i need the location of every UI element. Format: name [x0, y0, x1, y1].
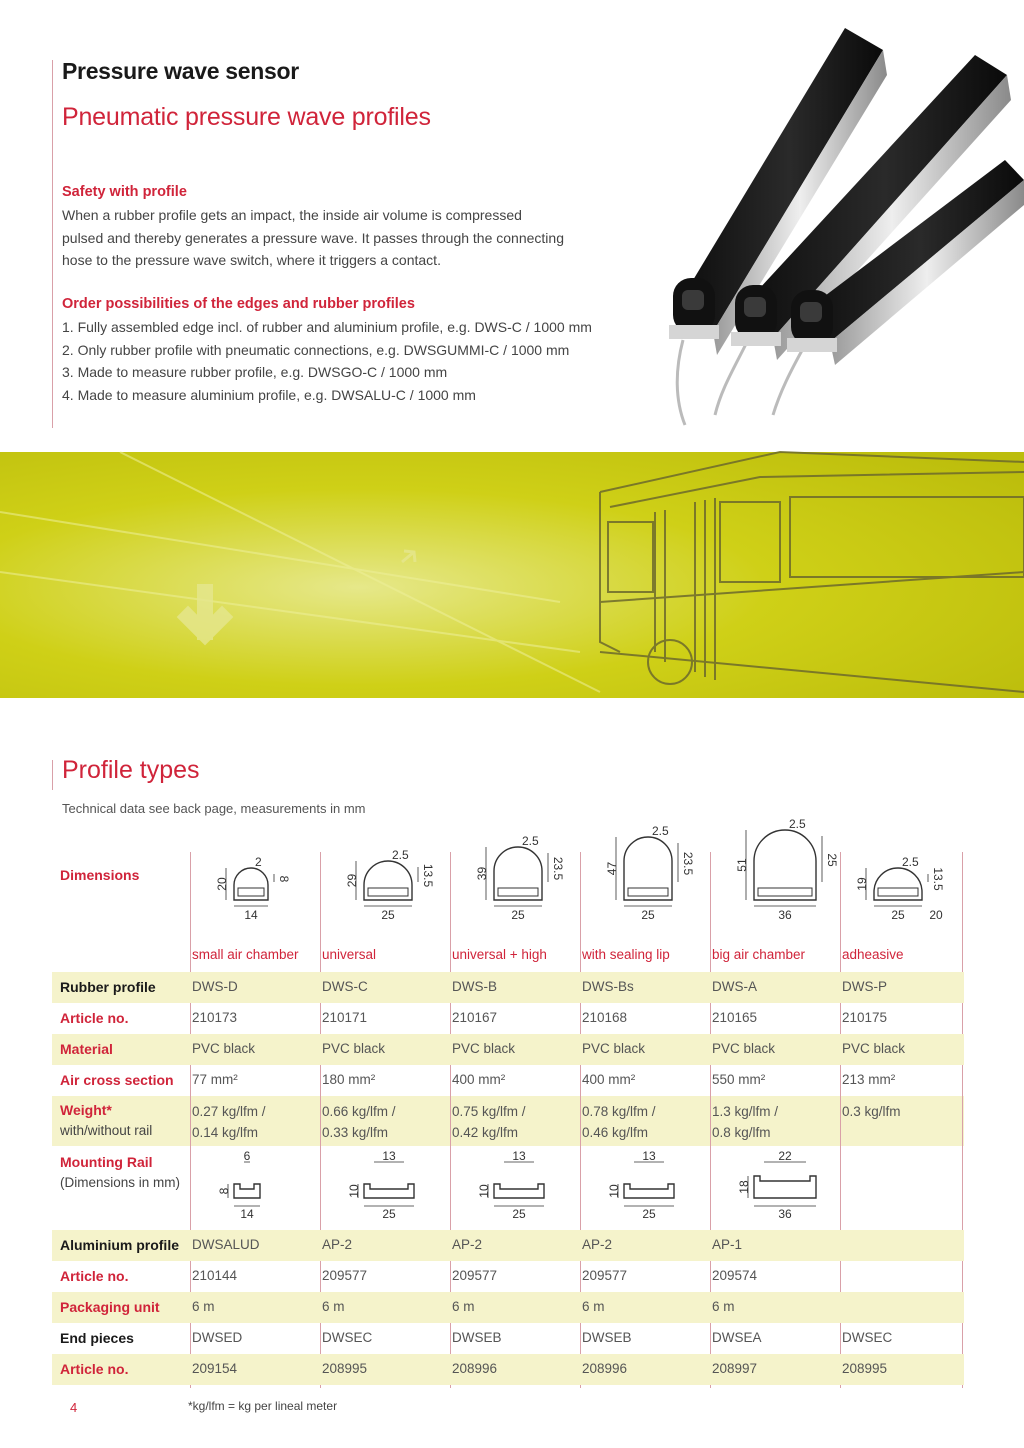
weight-cell: 0.3 kg/lfm	[842, 1104, 901, 1119]
footnote: *kg/lfm = kg per lineal meter	[188, 1399, 338, 1413]
dim-side: 23.5	[551, 856, 565, 881]
safety-heading: Safety with profile	[62, 184, 187, 200]
row-label: Article no.	[60, 1268, 129, 1284]
rail-dim-height: 10	[347, 1184, 361, 1198]
table-cell: 210165	[712, 1010, 758, 1025]
dim-top: 2.5	[652, 824, 669, 838]
product-photo	[655, 20, 1024, 430]
table-row	[52, 1065, 964, 1096]
dim-top: 2.5	[522, 834, 539, 848]
table-cell: DWS-P	[842, 979, 887, 994]
safety-text	[62, 204, 622, 272]
rail-dim-top: 22	[778, 1149, 792, 1163]
profile-cross-section-diagram	[844, 820, 964, 924]
dim-top: 2.5	[392, 848, 409, 862]
profile-caption: universal	[322, 947, 377, 962]
table-cell: 210167	[452, 1010, 498, 1025]
table-cell: 209574	[712, 1268, 758, 1283]
rail-dim-height: 10	[477, 1184, 491, 1198]
table-cell: PVC black	[452, 1041, 516, 1056]
weight-sublabel: with/without rail	[60, 1123, 153, 1138]
table-row	[52, 1261, 964, 1292]
table-row	[52, 1292, 964, 1323]
row-label: End pieces	[60, 1330, 134, 1346]
table-row	[52, 1323, 964, 1354]
row-label: Air cross section	[60, 1072, 174, 1088]
dim-height: 29	[345, 873, 359, 888]
table-cell: 209577	[452, 1268, 498, 1283]
dim-height: 19	[855, 877, 869, 891]
weight-cell: 0.75 kg/lfm / 0.42 kg/lfm	[452, 1104, 526, 1140]
table-cell: AP-1	[712, 1237, 743, 1252]
table-row	[52, 1003, 964, 1034]
table-cell: AP-2	[452, 1237, 483, 1252]
table-cell: DWSEB	[452, 1330, 502, 1345]
profile-cross-section-diagram	[584, 820, 704, 924]
rail-dim-top: 13	[512, 1149, 526, 1163]
dim-height: 39	[475, 866, 489, 881]
rail-dim-height: 10	[607, 1184, 621, 1198]
safety-line: When a rubber profile gets an impact, the inside air volume is compressed	[62, 207, 522, 223]
weight-cell: 0.27 kg/lfm / 0.14 kg/lfm	[192, 1104, 266, 1140]
page-title: Pressure wave sensor	[62, 58, 299, 84]
table-cell: 210173	[192, 1010, 238, 1025]
profile-caption: adheasive	[842, 947, 904, 962]
rail-dim-height: 18	[737, 1180, 751, 1194]
rail-dim-width: 25	[642, 1207, 656, 1221]
dim-width: 25	[511, 908, 525, 922]
table-cell: 210175	[842, 1010, 888, 1025]
weight-label: Weight*	[60, 1102, 112, 1118]
table-cell: 77 mm²	[192, 1072, 238, 1087]
rail-label: Mounting Rail	[60, 1154, 153, 1170]
table-cell: 210144	[192, 1268, 238, 1283]
rail-dim-top: 13	[382, 1149, 396, 1163]
row-label: Packaging unit	[60, 1299, 160, 1315]
rail-dim-height: 8	[217, 1187, 231, 1195]
rail-sublabel: (Dimensions in mm)	[60, 1175, 181, 1190]
safety-line: pulsed and thereby generates a pressure wave. It passes through the connecting	[62, 229, 564, 246]
table-cell: DWS-C	[322, 979, 368, 994]
weight-cell: 0.66 kg/lfm / 0.33 kg/lfm	[322, 1104, 396, 1140]
rail-dim-width: 25	[512, 1207, 526, 1221]
table-cell: 550 mm²	[712, 1072, 766, 1087]
table-cell: DWSEC	[322, 1330, 373, 1345]
order-item: 4. Made to measure aluminium profile, e.g. DWSALU-C / 1000 mm	[62, 386, 476, 403]
margin-line-bottom	[52, 760, 53, 790]
table-cell: 6 m	[322, 1299, 345, 1314]
profile-types-heading: Profile types	[62, 756, 200, 784]
table-cell: PVC black	[842, 1041, 906, 1056]
rail-dim-top: 6	[243, 1149, 251, 1163]
dim-side: 8	[277, 875, 291, 883]
rail-dim-width: 36	[778, 1207, 792, 1221]
table-cell: PVC black	[322, 1041, 386, 1056]
safety-line: hose to the pressure wave switch, where it triggers a contact.	[62, 252, 441, 268]
table-cell: PVC black	[582, 1041, 646, 1056]
table-cell: DWSEA	[712, 1330, 762, 1345]
dim-width: 25	[891, 908, 905, 922]
order-list	[62, 316, 622, 406]
profile-caption: with sealing lip	[582, 947, 670, 962]
table-cell: DWSALUD	[192, 1237, 260, 1252]
rail-dim-top: 13	[642, 1149, 656, 1163]
profile-caption: universal + high	[452, 947, 547, 962]
table-row	[52, 1034, 964, 1065]
table-cell: DWSEB	[582, 1330, 632, 1345]
dim-height: 47	[605, 861, 619, 876]
profile-types-note: Technical data see back page, measurements in mm	[62, 801, 366, 816]
bus-illustration-band	[0, 452, 1024, 698]
table-cell: DWS-A	[712, 979, 757, 994]
dim-width: 36	[778, 908, 792, 922]
mounting-rail-diagram	[454, 1150, 574, 1220]
order-item: 3. Made to measure rubber profile, e.g. DWSGO-C / 1000 mm	[62, 364, 448, 380]
row-label: Rubber profile	[60, 979, 156, 995]
table-cell: 210171	[322, 1010, 368, 1025]
page-number: 4	[70, 1400, 78, 1415]
table-cell: 210168	[582, 1010, 628, 1025]
order-item: 2. Only rubber profile with pneumatic connections, e.g. DWSGUMMI-C / 1000 mm	[62, 341, 570, 358]
dim-side: 25	[825, 853, 839, 867]
table-row-rail	[52, 1146, 964, 1230]
dimensions-label: Dimensions	[60, 867, 140, 883]
profile-cross-section-diagram	[324, 820, 444, 924]
page-subtitle: Pneumatic pressure wave profiles	[62, 103, 431, 131]
table-cell: DWS-D	[192, 979, 238, 994]
profile-cross-section-diagram	[714, 817, 839, 924]
mounting-rail-diagram	[194, 1150, 314, 1220]
table-cell: 209577	[322, 1268, 368, 1283]
weight-cell: 0.78 kg/lfm / 0.46 kg/lfm	[582, 1104, 656, 1140]
margin-line-top	[52, 60, 53, 428]
row-label: Article no.	[60, 1010, 129, 1026]
table-cell: 6 m	[192, 1299, 215, 1314]
table-cell: 400 mm²	[582, 1072, 636, 1087]
table-cell: DWSEC	[842, 1330, 893, 1345]
row-label: Material	[60, 1041, 113, 1057]
weight-cell: 1.3 kg/lfm / 0.8 kg/lfm	[712, 1104, 779, 1140]
dim-width: 25	[641, 908, 655, 922]
mounting-rail-diagram	[584, 1150, 704, 1220]
dim-width: 14	[244, 908, 258, 922]
table-cell: 208995	[842, 1361, 888, 1376]
table-cell: 209577	[582, 1268, 628, 1283]
profile-cross-section-diagram	[194, 820, 314, 924]
table-cell: 400 mm²	[452, 1072, 506, 1087]
table-row	[52, 1354, 964, 1385]
profile-caption: big air chamber	[712, 947, 806, 962]
dim-side: 13.5	[421, 863, 435, 888]
dim-height: 51	[735, 858, 749, 872]
row-label: Aluminium profile	[60, 1237, 179, 1253]
dim-top: 2.5	[789, 817, 806, 831]
rail-dim-width: 25	[382, 1207, 396, 1221]
table-cell: 6 m	[582, 1299, 605, 1314]
order-heading: Order possibilities of the edges and rubber profiles	[62, 296, 415, 312]
table-cell: 180 mm²	[322, 1072, 376, 1087]
row-label: Article no.	[60, 1361, 129, 1377]
table-cell: DWS-B	[452, 979, 497, 994]
dim-side: 13.5	[931, 867, 945, 891]
dim-side: 23.5	[681, 851, 695, 876]
table-cell: 208997	[712, 1361, 758, 1376]
mounting-rail-diagram	[714, 1150, 834, 1220]
profile-caption: small air chamber	[192, 947, 299, 962]
order-item: 1. Fully assembled edge incl. of rubber and aluminium profile, e.g. DWS-C / 1000 mm	[62, 319, 592, 335]
table-row	[52, 972, 964, 1003]
mounting-rail-diagram	[324, 1150, 444, 1220]
table-row-weight	[52, 1096, 964, 1146]
profile-cross-section-diagram	[454, 820, 574, 924]
table-cell: PVC black	[192, 1041, 256, 1056]
table-cell: DWSED	[192, 1330, 243, 1345]
dim-width: 25	[381, 908, 395, 922]
table-cell: 209154	[192, 1361, 238, 1376]
table-cell: 208996	[452, 1361, 498, 1376]
table-cell: 6 m	[452, 1299, 475, 1314]
dim-top: 2	[255, 855, 262, 869]
table-cell: DWS-Bs	[582, 979, 634, 994]
table-cell: PVC black	[712, 1041, 776, 1056]
rail-dim-width: 14	[240, 1207, 254, 1221]
table-cell: 208996	[582, 1361, 628, 1376]
dim-height: 20	[215, 877, 229, 891]
dim-width-2: 20	[929, 908, 943, 922]
table-cell: AP-2	[322, 1237, 353, 1252]
table-cell: AP-2	[582, 1237, 613, 1252]
table-row	[52, 1230, 964, 1261]
table-cell: 213 mm²	[842, 1072, 896, 1087]
table-cell: 208995	[322, 1361, 368, 1376]
dim-top: 2.5	[902, 855, 919, 869]
table-cell: 6 m	[712, 1299, 735, 1314]
